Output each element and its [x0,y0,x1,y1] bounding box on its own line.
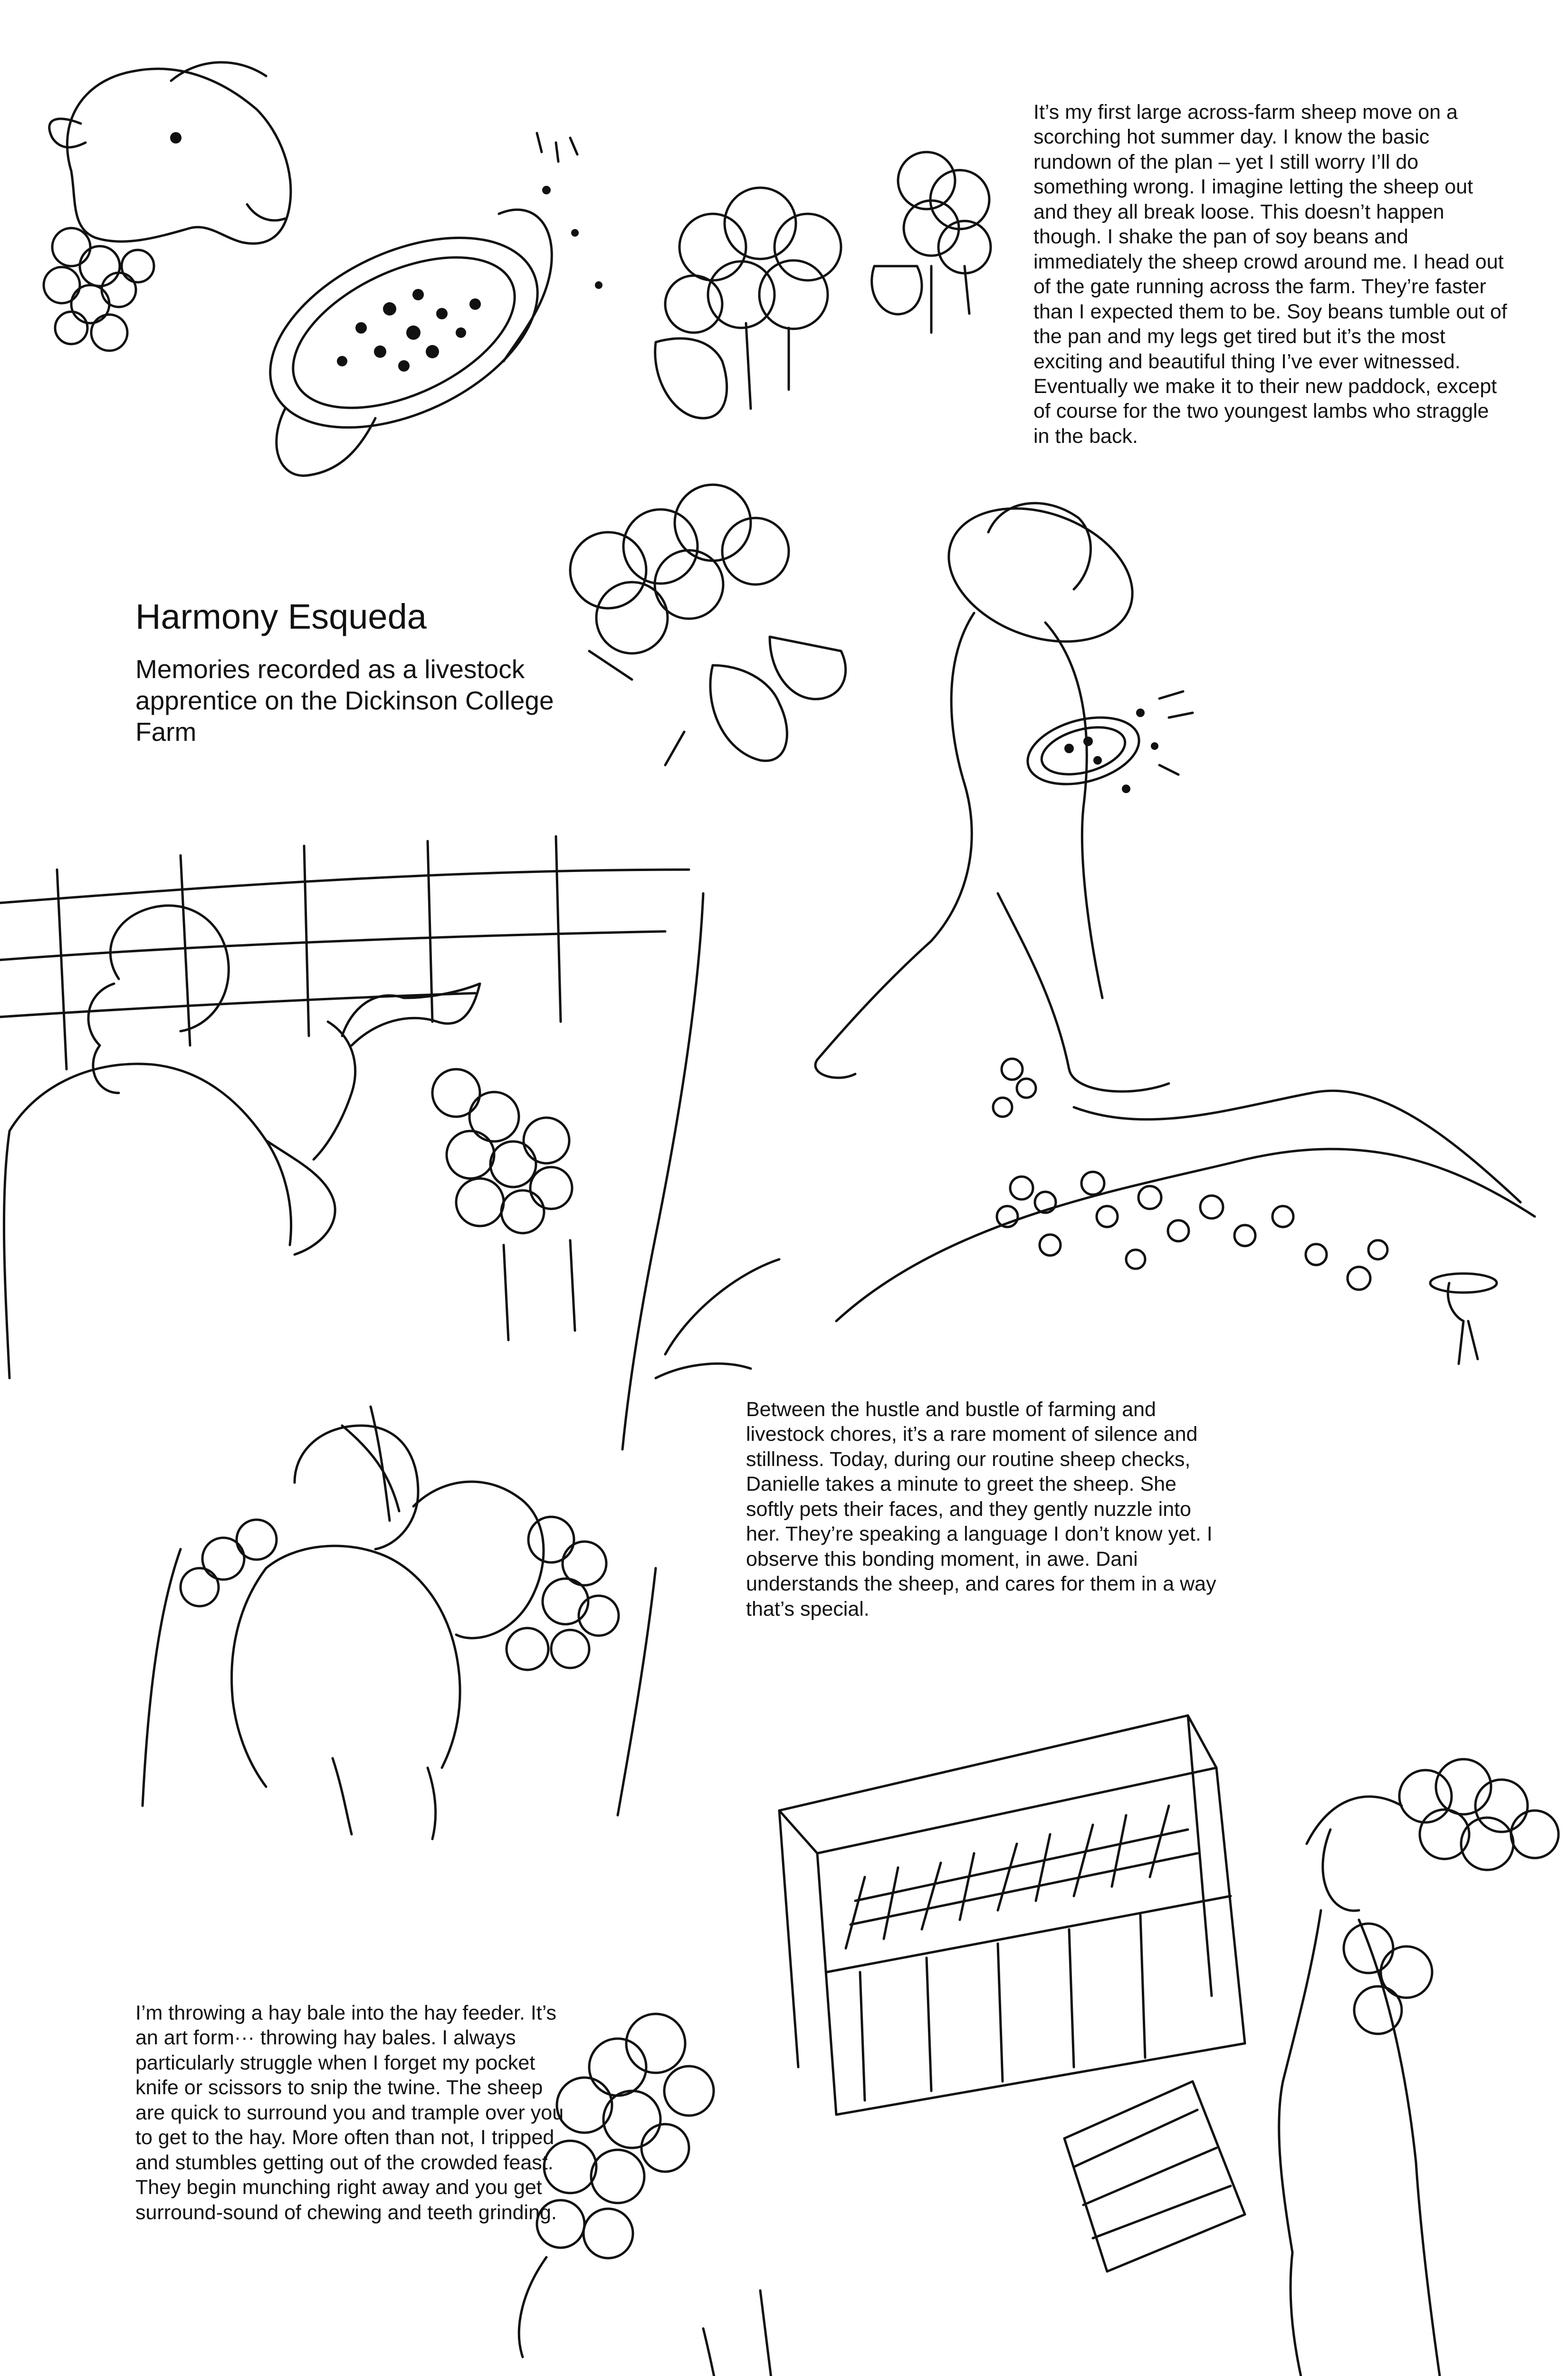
soybean-pan-sheep-sketch [44,62,602,476]
story-hay-bale: I’m throwing a hay bale into the hay feeder. It’s an art form··· throwing hay bales. I always particularly struggle when I forget my pocket knife or scissors to snip the twine. The sheep are quick to surround you and trample over you to get to the hay. More often than not, I tripped and stumbles getting out of the crowded feast. They begin munching right away and you get surround-sound of chewing and teeth grinding. [135,2002,564,2224]
running-sheep-sketch [655,152,991,418]
sheep-pair-sketch [570,485,846,765]
farmer-running-sketch [815,484,1193,1091]
page-subtitle: Memories recorded as a livestock apprentice on the Dickinson College Farm [135,654,554,747]
woman-petting-sheep-sketch [0,836,779,1521]
hay-feeder-sketch [519,1715,1558,2376]
author-name: Harmony Esqueda [135,597,427,636]
story-sheep-checks: Between the hustle and bustle of farming and livestock chores, it’s a rare moment of silence and stillness. Today, during our routine sheep checks, Danielle takes a minute to greet the sheep. She softly pets their faces, and they gently nuzzle into her. They’re speaking a language I don’t know yet. I observe this bonding moment, in awe. Dani understands the sheep, and cares for them in a way that’s special. [746,1398,1216,1620]
story-sheep-move: It’s my first large across-farm sheep move on a scorching hot summer day. I know the basic rundown of the plan – yet I still worry I’ll do something wrong. I imagine letting the sheep out and they all break loose. This doesn’t happen though. I shake the pan of soy beans and immediately the sheep crowd around me. I head out of the gate running across the farm. They’re faster than I expected them to be. Soy beans tumble out of the pan and my legs get tired but it’s the most exciting and beautiful thing I’ve ever witnessed. Eventually we make it to their new paddock, except of course for the two youngest lambs who straggle in the back. [1033,101,1507,448]
sheep-flock-trail-sketch [836,1059,1535,1364]
woman-with-sheep-sketch [143,1426,656,1839]
